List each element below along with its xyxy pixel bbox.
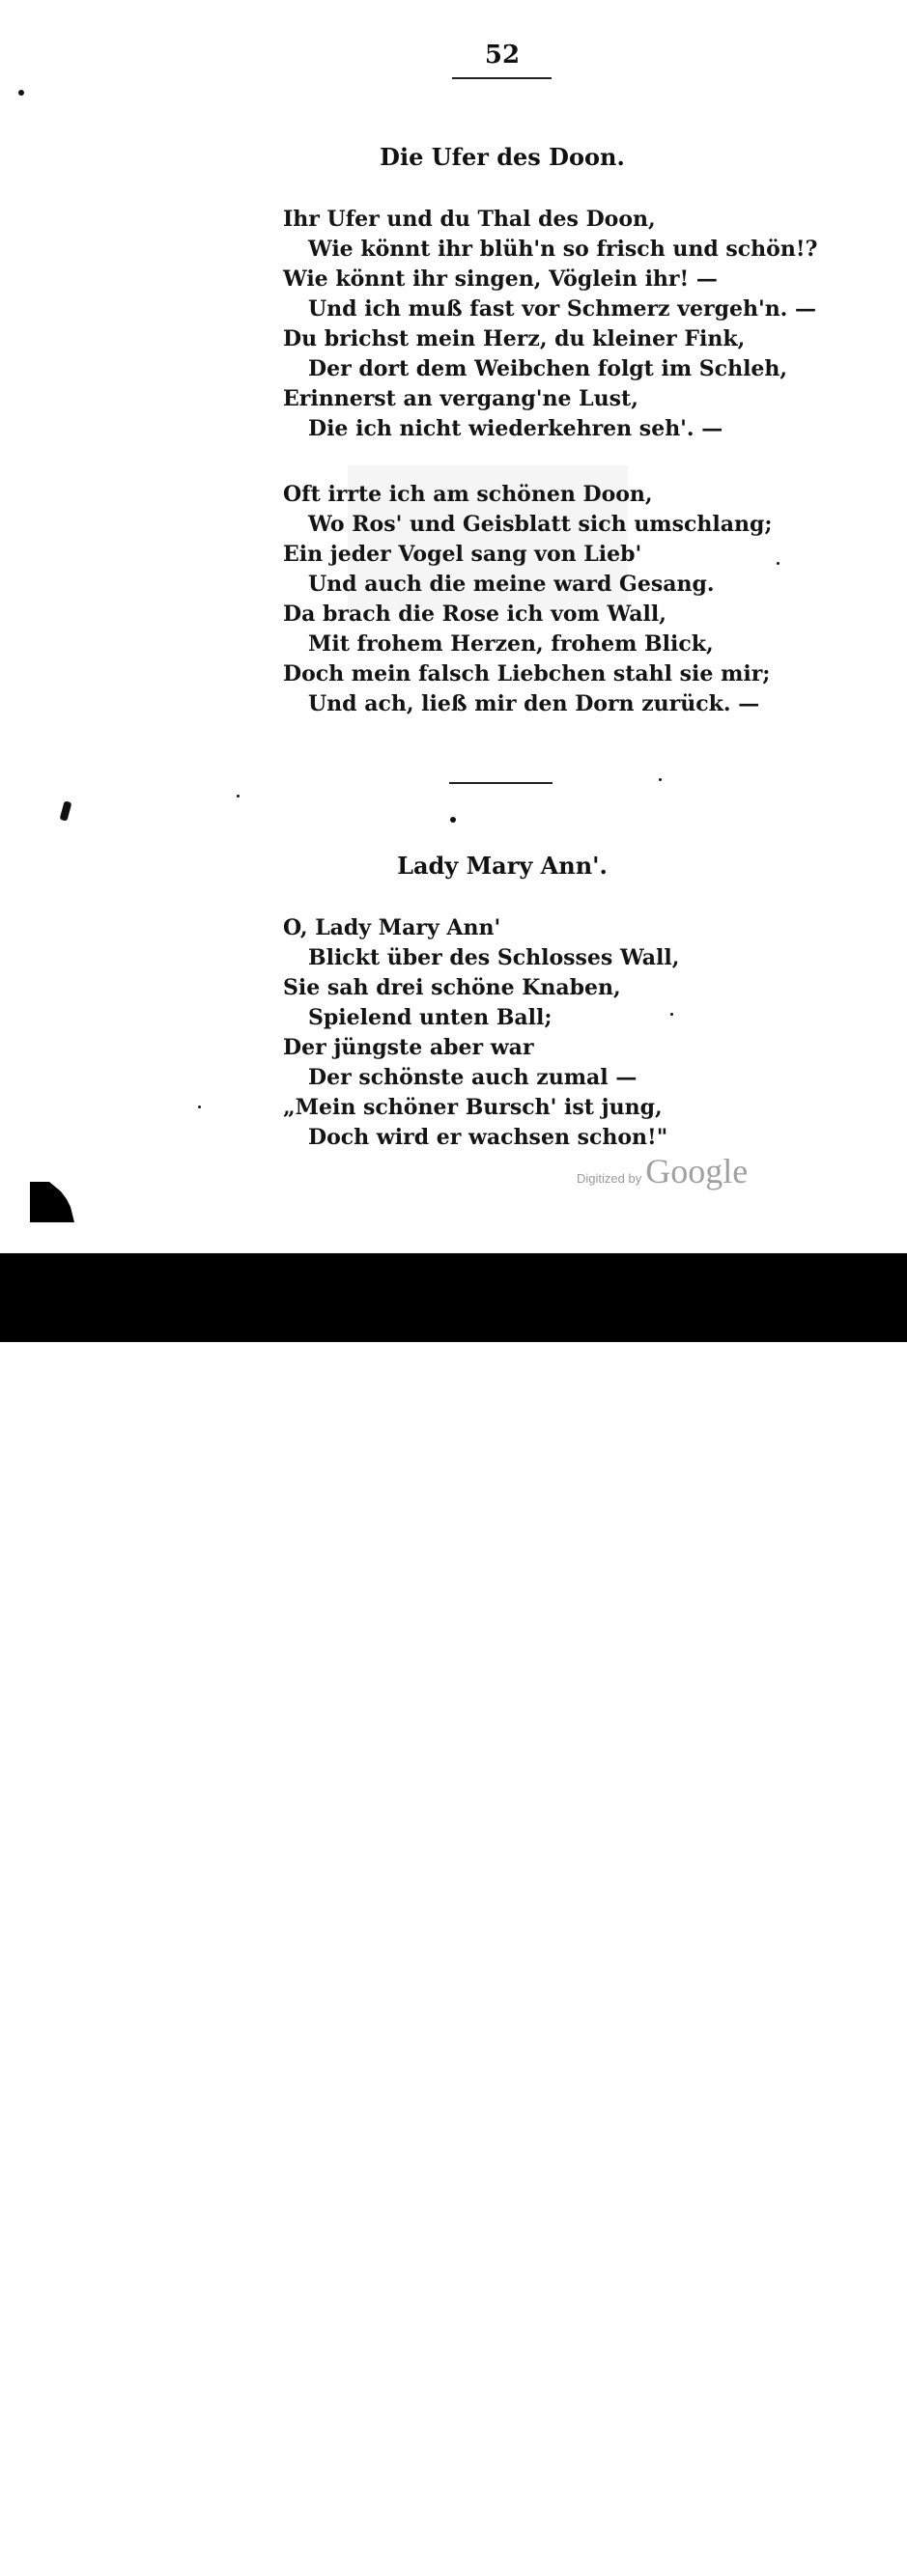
verse-line: Ihr Ufer und du Thal des Doon, — [283, 207, 656, 232]
verse-line: Da brach die Rose ich vom Wall, — [283, 602, 666, 627]
ink-speck — [777, 562, 779, 565]
ink-speck — [198, 1106, 201, 1108]
ink-speck — [450, 817, 456, 823]
verse-line: Erinnerst an vergang'ne Lust, — [283, 386, 638, 411]
ink-speck — [659, 778, 662, 781]
verse-line: Ein jeder Vogel sang von Lieb' — [283, 542, 642, 567]
image-code: JE8F70 — [797, 2528, 854, 2546]
digitized-by-google-watermark — [577, 1151, 748, 1191]
verse-line: Spielend unten Ball; — [308, 1005, 553, 1030]
page-number-rule — [452, 77, 552, 79]
watermark-brand: Google — [645, 1152, 749, 1190]
page-number: 52 — [484, 41, 521, 70]
footer-url: www.alamy.com — [736, 2555, 854, 2573]
verse-line: Und auch die meine ward Gesang. — [308, 572, 715, 597]
ink-mark — [60, 800, 72, 821]
verse-line: Du brichst mein Herz, du kleiner Fink, — [283, 326, 746, 351]
stock-photo-footer — [0, 1253, 907, 2575]
verse-line: Sie sah drei schöne Knaben, — [283, 975, 621, 1000]
verse-line: Die ich nicht wiederkehren seh'. — — [308, 416, 723, 441]
poem-1-title: Die Ufer des Doon. — [380, 143, 625, 171]
verse-line: Der jüngste aber war — [283, 1035, 534, 1060]
poem-2-stanza-1 — [283, 913, 785, 1153]
ink-speck — [237, 795, 240, 798]
poem-1-stanza-1 — [283, 205, 818, 444]
verse-line: Oft irrte ich am schönen Doon, — [283, 482, 653, 507]
verse-line: Der schönste auch zumal — — [308, 1065, 638, 1090]
verse-line: Wie könnt ihr blüh'n so frisch und schön!? — [308, 237, 818, 262]
verse-line: Doch wird er wachsen schon!" — [308, 1125, 668, 1150]
torn-corner-mark — [30, 1182, 76, 1222]
verse-line: Doch mein falsch Liebchen stahl sie mir; — [283, 661, 771, 686]
verse-line: Wie könnt ihr singen, Vöglein ihr! — — [283, 266, 718, 292]
verse-line: Mit frohem Herzen, frohem Blick, — [308, 631, 714, 657]
book-page — [0, 0, 907, 1253]
verse-line: O, Lady Mary Ann' — [283, 915, 501, 940]
section-divider — [449, 782, 553, 784]
verse-line: Und ach, ließ mir den Dorn zurück. — — [308, 691, 760, 716]
verse-line: Der dort dem Weibchen folgt im Schleh, — [308, 356, 788, 381]
poem-2-title: Lady Mary Ann'. — [397, 852, 608, 880]
ink-speck — [670, 1013, 673, 1016]
watermark-prefix: Digitized by — [577, 1171, 642, 1186]
verse-line: „Mein schöner Bursch' ist jung, — [283, 1095, 663, 1120]
verse-line: Wo Ros' und Geisblatt sich umschlang; — [308, 512, 773, 537]
alamy-logo: alamy — [23, 2519, 161, 2575]
poem-1-stanza-2 — [283, 480, 785, 719]
verse-line: Und ich muß fast vor Schmerz vergeh'n. — — [308, 296, 817, 322]
verse-line: Blickt über des Schlosses Wall, — [308, 945, 680, 970]
ink-speck — [18, 90, 24, 96]
